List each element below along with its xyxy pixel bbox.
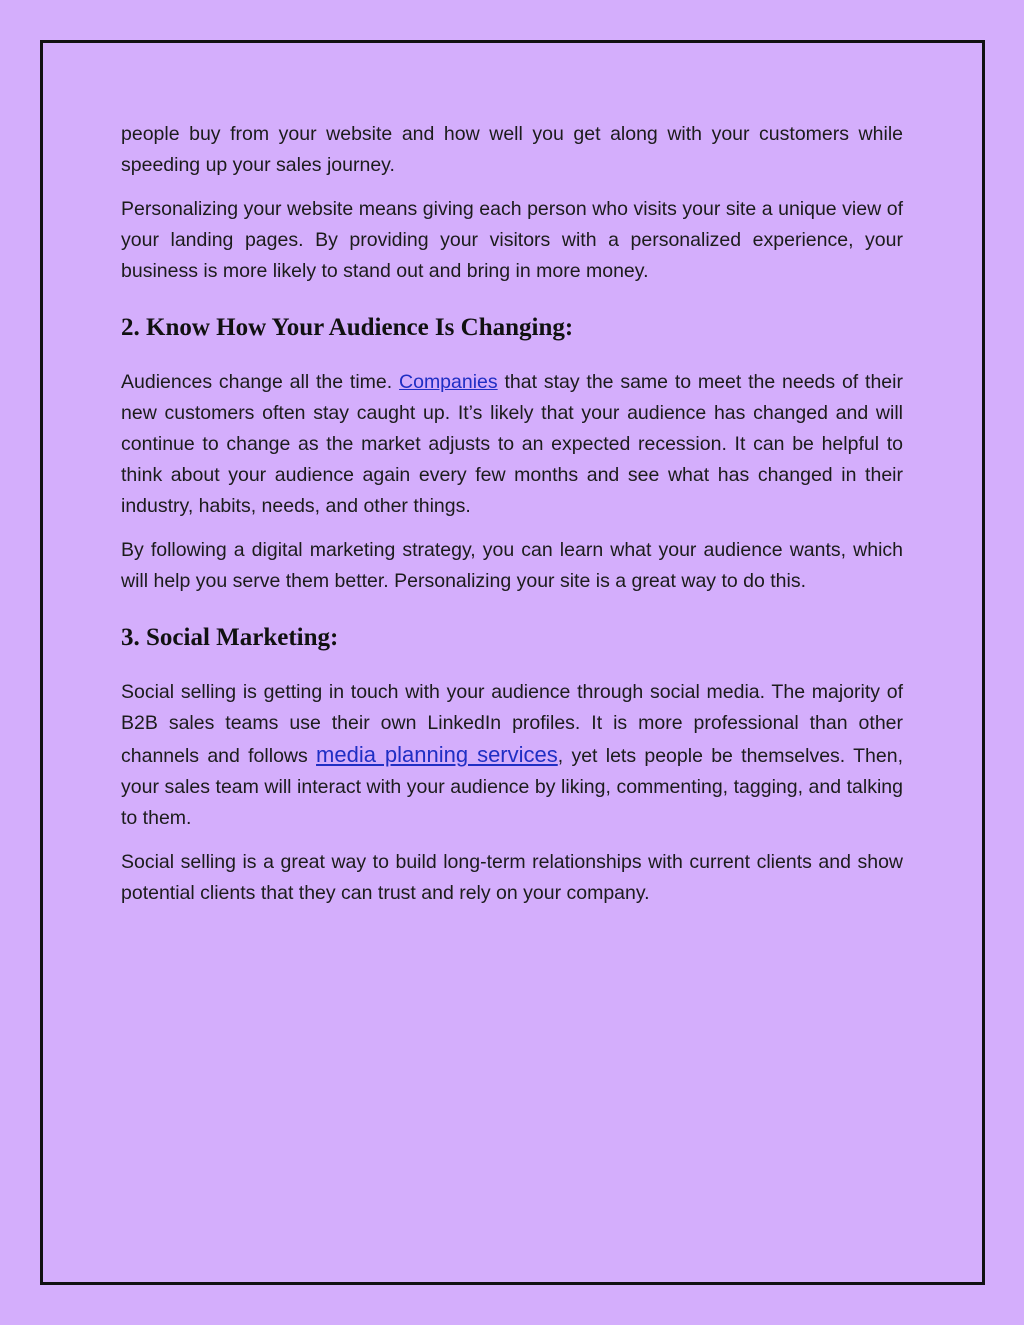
paragraph-text: Audiences change all the time.: [121, 371, 400, 393]
paragraph-relationships: Social selling is a great way to build long-term relationships with current clients and show potential clients that they can trust and rely on your company.: [121, 851, 903, 904]
section-heading-social: 3. Social Marketing:: [121, 624, 339, 651]
paragraph-text: , yet lets people be themselves. Then, your sales team will interact with your audience by liking, commenting, tagging, and talking to them.: [121, 745, 903, 829]
paragraph-social-selling: [121, 677, 903, 834]
media-planning-services-link[interactable]: media planning services: [316, 742, 558, 767]
paragraph-text: that stay the same to meet the needs of their new customers often stay caught up. It’s likely that your audience has changed and will continue to change as the market adjusts to an expected recession. It can be helpful to think about your audience again every few months and see what has changed in their industry, habits, needs, and other things.: [121, 371, 903, 517]
paragraph-digital-strategy: By following a digital marketing strategy, you can learn what your audience wants, which will help you serve them better. Personalizing your site is a great way to do this.: [121, 539, 903, 592]
document-body: [121, 119, 903, 922]
paragraph-intro-continuation: people buy from your website and how well you get along with your customers while speeding up your sales journey.: [121, 123, 903, 176]
paragraph-text: Social selling is getting in touch with your audience through social media. The majority of B2B sales teams use their own LinkedIn profiles. It is more professional than other channels and follows: [121, 681, 903, 767]
paragraph-audiences-change: [121, 367, 903, 522]
section-heading-audience: 2. Know How Your Audience Is Changing:: [121, 314, 574, 341]
paragraph-personalizing: Personalizing your website means giving each person who visits your site a unique view of your landing pages. By providing your visitors with a personalized experience, your business is more likely to stand out and bring in more money.: [121, 198, 903, 282]
companies-link[interactable]: Companies: [399, 371, 498, 393]
